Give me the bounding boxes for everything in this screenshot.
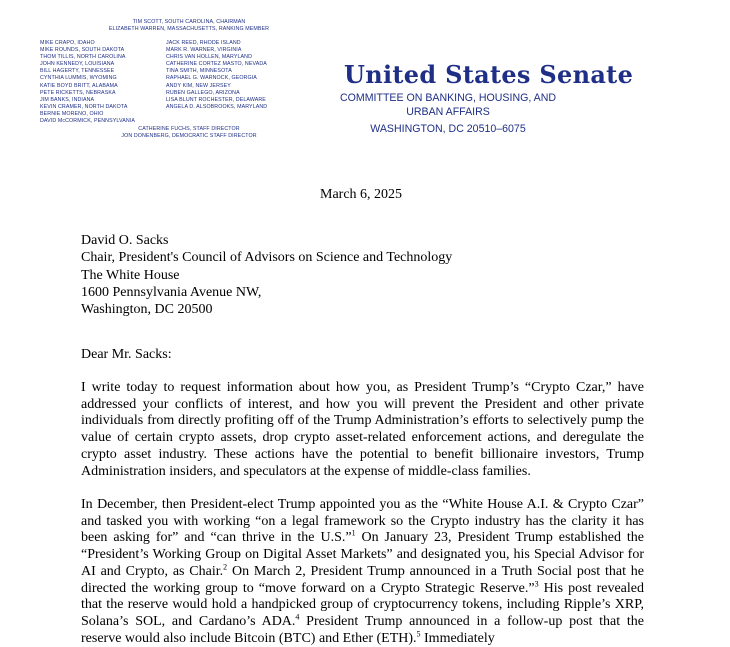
member-name: ANDY KIM, NEW JERSEY	[166, 82, 231, 89]
member-name: RAPHAEL G. WARNOCK, GEORGIA	[166, 75, 257, 82]
majority-members-list	[40, 40, 135, 125]
member-name: PETE RICKETTS, NEBRASKA	[40, 89, 116, 96]
member-name: JOHN KENNEDY, LOUISIANA	[40, 61, 115, 68]
body-paragraph-2	[81, 497, 644, 647]
salutation: Dear Mr. Sacks:	[81, 347, 172, 362]
democratic-staff-director-line: JON DONENBERG, DEMOCRATIC STAFF DIRECTOR	[121, 133, 257, 140]
member-name: MARK R. WARNER, VIRGINIA	[166, 47, 242, 54]
committee-block	[338, 92, 558, 137]
member-name: CATHERINE CORTEZ MASTO, NEVADA	[166, 61, 267, 68]
committee-name-line2: URBAN AFFAIRS	[406, 105, 490, 118]
footnote-ref[interactable]: 1	[351, 528, 356, 538]
paragraph-text: President Trump announced in a follow-up post that the reserve would also include Bitcoin (BTC) and Ether (ETH).	[81, 613, 644, 646]
member-name: BERNIE MORENO, OHIO	[40, 110, 104, 117]
member-name: CHRIS VAN HOLLEN, MARYLAND	[166, 54, 252, 61]
member-name: RUBEN GALLEGO, ARIZONA	[166, 89, 240, 96]
member-name: MIKE CRAPO, IDAHO	[40, 40, 95, 46]
paragraph-text: In December, then President-elect Trump appointed you as the “White House A.I. & Crypto Czar” and tasked you with working “on a legal framework so the Crypto industry has the clarity it has been asking for” and “can thrive in the U.S.”	[81, 497, 644, 546]
footnote-ref[interactable]: 3	[534, 578, 539, 588]
member-name: KATIE BOYD BRITT, ALABAMA	[40, 82, 118, 89]
paragraph-text: Immediately	[420, 630, 495, 646]
minority-members-list	[166, 40, 267, 111]
recipient-address	[81, 232, 452, 318]
member-name: BILL HAGERTY, TENNESSEE	[40, 68, 115, 75]
paragraph-text: His post revealed that the reserve would hold a handpicked group of cryptocurrency tokens, including Ripple’s XRP, Solana’s SOL, and Cardano’s ADA.	[81, 580, 644, 629]
paragraph-text: On January 23, President Trump established the “President’s Working Group on Digital Asset Markets” and designated you, his Special Advisor for AI and Crypto, as Chair.	[81, 530, 645, 579]
senate-title: United States Senate	[344, 60, 634, 89]
ranking-member-line: ELIZABETH WARREN, MASSACHUSETTS, RANKING MEMBER	[108, 26, 270, 33]
recipient-line: The White House	[81, 267, 180, 283]
footnote-ref[interactable]: 5	[416, 628, 421, 638]
member-name: LISA BLUNT ROCHESTER, DELAWARE	[166, 96, 266, 103]
recipient-line: David O. Sacks	[81, 233, 169, 248]
member-name: KEVIN CRAMER, NORTH DAKOTA	[40, 103, 128, 110]
footnote-ref[interactable]: 2	[223, 562, 228, 572]
recipient-line: Washington, DC 20500	[81, 302, 213, 318]
staff-director-line: CATHERINE FUCHS, STAFF DIRECTOR	[138, 126, 240, 132]
body-paragraph-1: I write today to request information about how you, as President Trump’s “Crypto Czar,” have addressed your conflicts of interest, and how you will prevent the President and other private individuals from directly profiting off of the Trump Administration’s efforts to selectively pump the value of certain crypto assets, drop crypto asset-related enforcement actions, and deregulate the crypto asset industry. These actions have the potential to benefit billionaire investors, Trump Administration insiders, and speculators at the expense of middle-class families.	[81, 380, 644, 479]
member-name: JIM BANKS, INDIANA	[40, 96, 95, 103]
chairman-line: TIM SCOTT, SOUTH CAROLINA, CHAIRMAN	[132, 19, 246, 25]
member-name: TINA SMITH, MINNESOTA	[166, 68, 232, 75]
recipient-line: Chair, President's Council of Advisors on Science and Technology	[81, 250, 453, 266]
letter-date: March 6, 2025	[320, 187, 403, 202]
member-name: MIKE ROUNDS, SOUTH DAKOTA	[40, 47, 125, 54]
member-name: THOM TILLIS, NORTH CAROLINA	[40, 54, 126, 61]
staff-directors	[85, 126, 293, 140]
committee-name-line1: COMMITTEE ON BANKING, HOUSING, AND	[339, 92, 556, 104]
committee-leadership	[85, 19, 293, 33]
member-name: JACK REED, RHODE ISLAND	[166, 40, 241, 46]
recipient-line: 1600 Pennsylvania Avenue NW,	[81, 284, 262, 300]
member-name: ANGELA D. ALSOBROOKS, MARYLAND	[166, 103, 268, 110]
footnote-ref[interactable]: 4	[295, 612, 300, 622]
committee-address: WASHINGTON, DC 20510–6075	[370, 123, 526, 135]
member-name: CYNTHIA LUMMIS, WYOMING	[40, 75, 117, 82]
paragraph-text: On March 2, President Trump announced in a Truth Social post that he directed the working group to “move forward on a Crypto Strategic Reserve.”	[81, 563, 644, 596]
member-name: DAVID McCORMICK, PENNSYLVANIA	[40, 118, 136, 125]
